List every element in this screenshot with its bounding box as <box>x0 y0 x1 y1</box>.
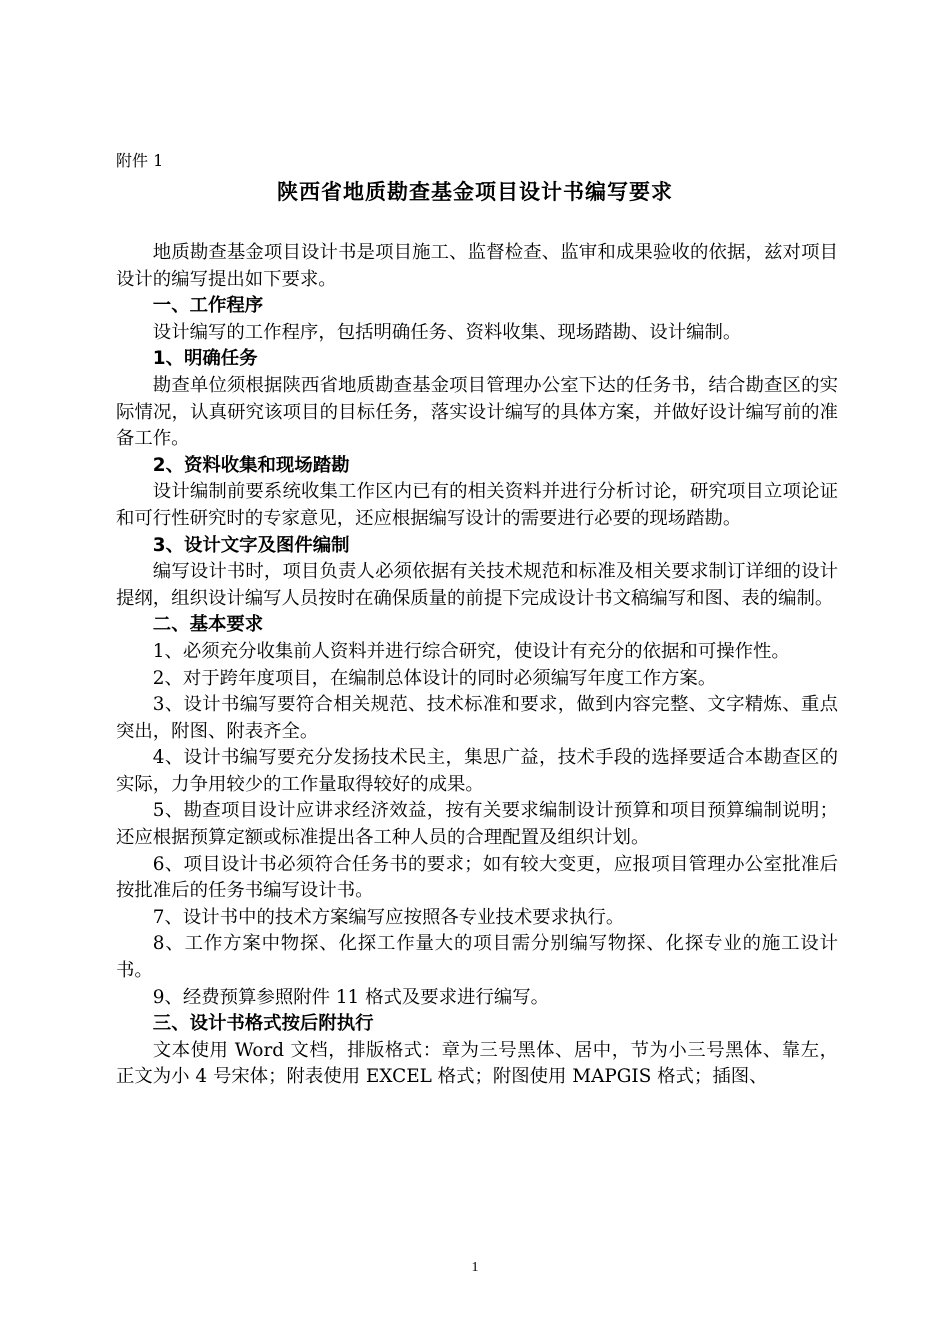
list-item: 8、工作方案中物探、化探工作量大的项目需分别编写物探、化探专业的施工设计书。 <box>116 933 838 982</box>
intro-paragraph: 地质勘查基金项目设计书是项目施工、监督检查、监审和成果验收的依据，兹对项目设计的编写提出如下要求。 <box>116 242 838 290</box>
body-paragraph: 设计编制前要系统收集工作区内已有的相关资料并进行分析讨论，研究项目立项论证和可行性研究时的专家意见，还应根据编写设计的需要进行必要的现场踏勘。 <box>116 481 838 529</box>
list-item: 9、经费预算参照附件 11 格式及要求进行编写。 <box>152 986 550 1008</box>
page-number: 1 <box>471 1260 479 1275</box>
list-item: 7、设计书中的技术方案编写应按照各专业技术要求执行。 <box>152 906 625 928</box>
subsection-heading: 2、资料收集和现场踏勘 <box>152 454 350 476</box>
list-item: 5、勘查项目设计应讲求经济效益，按有关要求编制设计预算和项目预算编制说明；还应根据预算定额或标准提出各工种人员的合理配置及组织计划。 <box>116 800 838 849</box>
subsection-heading: 3、设计文字及图件编制 <box>152 534 350 556</box>
body-paragraph: 勘查单位须根据陕西省地质勘查基金项目管理办公室下达的任务书，结合勘查区的实际情况，认真研究该项目的目标任务，落实设计编写的具体方案，并做好设计编写前的准备工作。 <box>116 374 838 450</box>
section-heading: 二、基本要求 <box>152 614 264 636</box>
document-title: 陕西省地质勘查基金项目设计书编写要求 <box>277 180 673 204</box>
list-item: 4、设计书编写要充分发扬技术民主，集思广益，技术手段的选择要适合本勘查区的实际，力争用较少的工作量取得较好的成果。 <box>116 747 838 795</box>
section-heading: 三、设计书格式按后附执行 <box>152 1013 374 1035</box>
attachment-label: 附件 1 <box>116 151 164 170</box>
body-paragraph: 编写设计书时，项目负责人必须依据有关技术规范和标准及相关要求制订详细的设计提纲，组织设计编写人员按时在确保质量的前提下完成设计书文稿编写和图、表的编制。 <box>116 561 838 609</box>
section-heading: 一、工作程序 <box>152 295 264 317</box>
list-item: 1、必须充分收集前人资料并进行综合研究，使设计有充分的依据和可操作性。 <box>152 640 790 662</box>
subsection-heading: 1、明确任务 <box>152 348 258 370</box>
list-item: 6、项目设计书必须符合任务书的要求；如有较大变更，应报项目管理办公室批准后按批准后的任务书编写设计书。 <box>116 853 838 902</box>
document-body <box>116 240 838 1091</box>
body-paragraph: 文本使用 Word 文档，排版格式：章为三号黑体、居中，节为小三号黑体、靠左，正文为小 4 号宋体；附表使用 EXCEL 格式；附图使用 MAPGIS 格式；插图、 <box>116 1039 838 1088</box>
list-item: 3、设计书编写要符合相关规范、技术标准和要求，做到内容完整、文字精炼、重点突出，附图、附表齐全。 <box>116 694 838 742</box>
list-item: 2、对于跨年度项目，在编制总体设计的同时必须编写年度工作方案。 <box>152 667 717 689</box>
body-paragraph: 设计编写的工作程序，包括明确任务、资料收集、现场踏勘、设计编制。 <box>152 321 742 343</box>
